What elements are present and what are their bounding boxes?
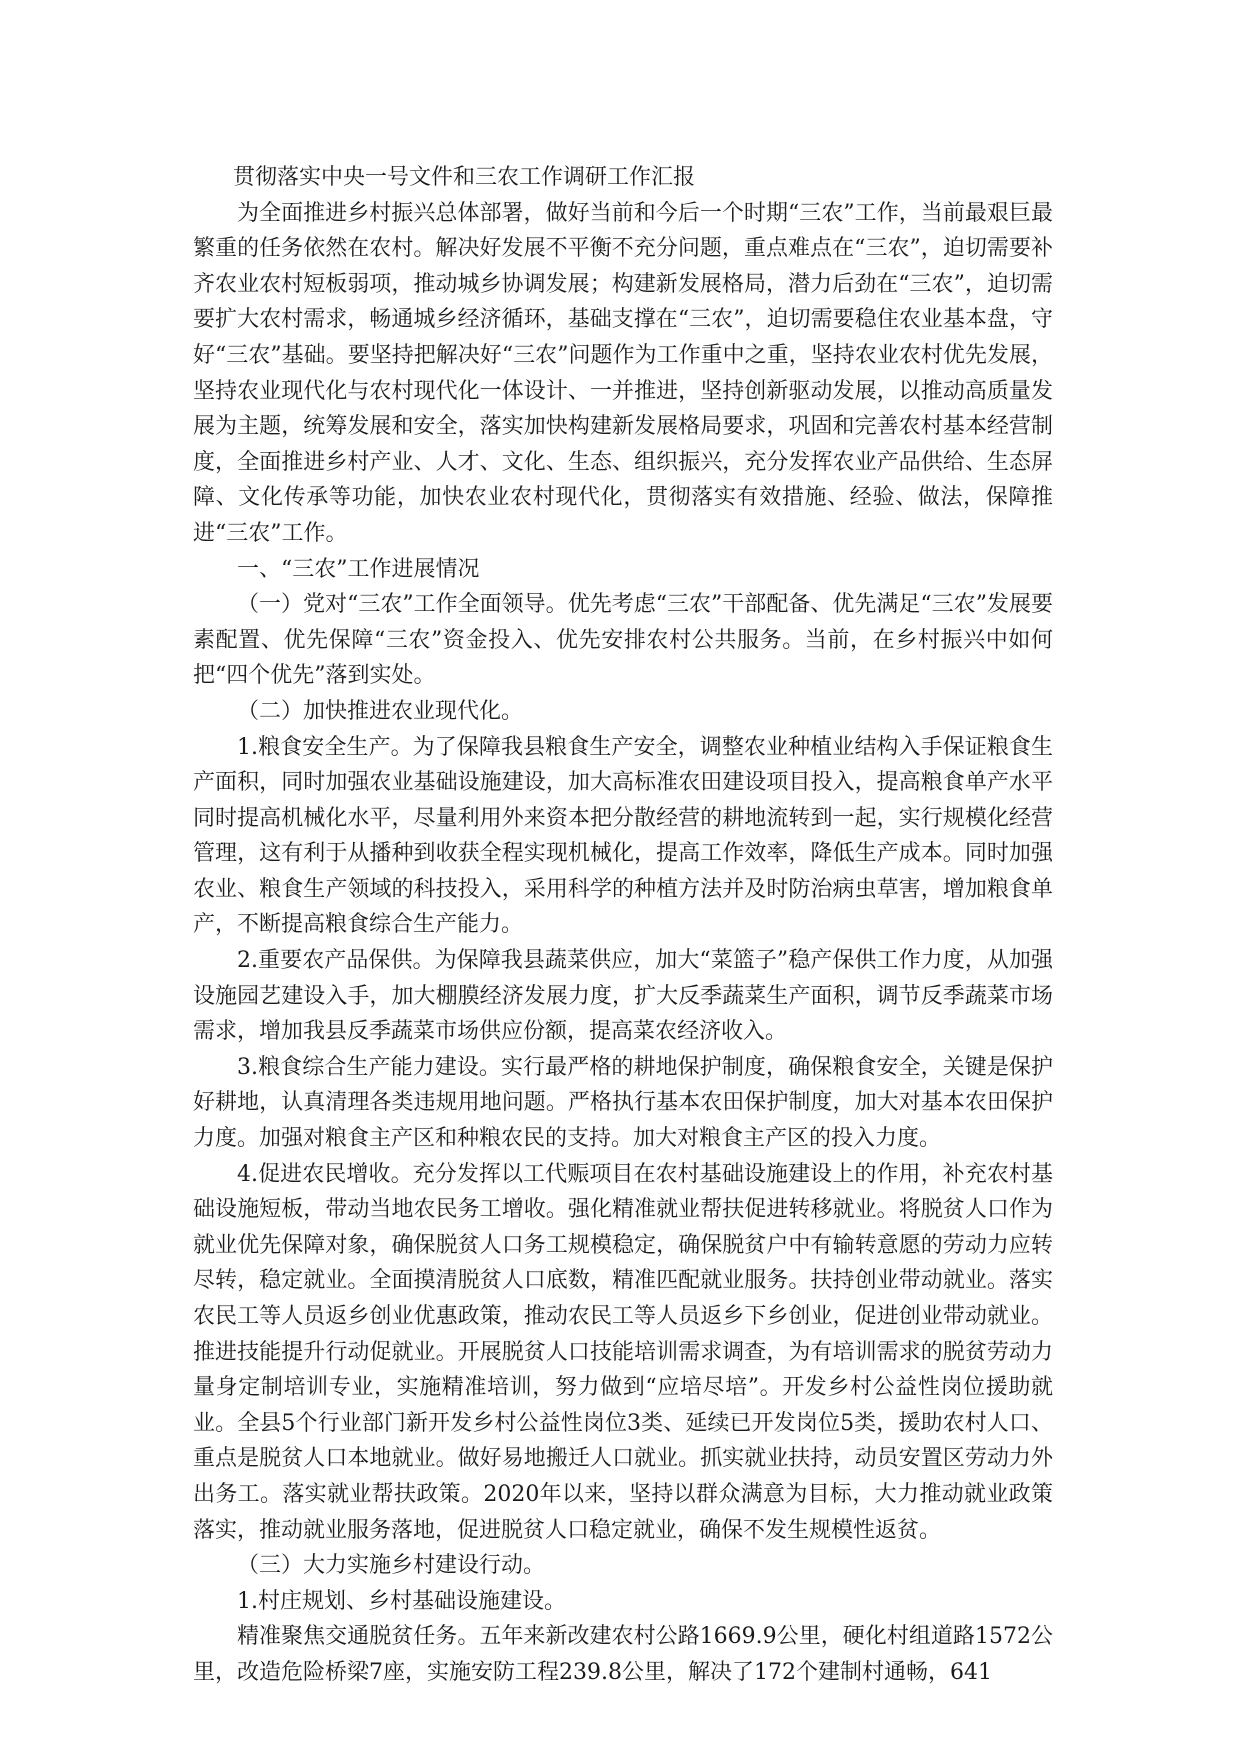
document-body — [193, 160, 1053, 1691]
paragraph-transport: 精准聚焦交通脱贫任务。五年来新改建农村公路1669.9公里，硬化村组道路1572公里，改造危险桥梁7座，实施安防工程239.8公里，解决了172个建制村通畅，641 — [193, 1624, 1053, 1685]
subsection-3-heading: （三）大力实施乡村建设行动。 — [237, 1553, 546, 1579]
subsection-2-heading: （二）加快推进农业现代化。 — [237, 698, 524, 724]
item-farmer-income: 4.促进农民增收。充分发挥以工代赈项目在农村基础设施建设上的作用，补充农村基础设施短板，带动当地农民务工增收。强化精准就业帮扶促进转移就业。将脱贫人口作为就业优先保障对象，确保脱贫人口务工规模稳定，确保脱贫户中有输转意愿的劳动力应转尽转，稳定就业。全面摸清脱贫人口底数，精准匹配就业服务。扶持创业带动就业。落实农民工等人员返乡创业优惠政策，推动农民工等人员返乡下乡创业，促进创业带动就业。推进技能提升行动促就业。开展脱贫人口技能培训需求调查，为有培训需求的脱贫劳动力量身定制培训专业，实施精准培训，努力做到“应培尽培”。开发乡村公益性岗位援助就业。全县5个行业部门新开发乡村公益性岗位3类、延续已开发岗位5类，援助农村人口、重点是脱贫人口本地就业。做好易地搬迁人口就业。抓实就业扶持，动员安置区劳动力外出务工。落实就业帮扶政策。2020年以来，坚持以群众满意为目标，大力推动就业政策落实，推动就业服务落地，促进脱贫人口稳定就业，确保不发生规模性返贫。 — [193, 1161, 1053, 1543]
paragraph-intro: 为全面推进乡村振兴总体部署，做好当前和今后一个时期“三农”工作，当前最艰巨最繁重的任务依然在农村。解决好发展不平衡不充分问题，重点难点在“三农”，迫切需要补齐农业农村短板弱项，推动城乡协调发展；构建新发展格局，潜力后劲在“三农”，迫切需要扩大农村需求，畅通城乡经济循环，基础支撑在“三农”，迫切需要稳住农业基本盘，守好“三农”基础。要坚持把解决好“三农”问题作为工作重中之重，坚持农业农村优先发展，坚持农业现代化与农村现代化一体设计、一并推进，坚持创新驱动发展，以推动高质量发展为主题，统筹发展和安全，落实加快构建新发展格局要求，巩固和完善农村基本经营制度，全面推进乡村产业、人才、文化、生态、组织振兴，充分发挥农业产品供给、生态屏障、文化传承等功能，加快农业农村现代化，贯彻落实有效措施、经验、做法，保障推进“三农”工作。 — [193, 200, 1053, 546]
subsection-1: （一）党对“三农”工作全面领导。优先考虑“三农”干部配备、优先满足“三农”发展要素配置、优先保障“三农”资金投入、优先安排农村公共服务。当前，在乡村振兴中如何把“四个优先”落到实处。 — [193, 592, 1053, 689]
item-grain-capacity: 3.粮食综合生产能力建设。实行最严格的耕地保护制度，确保粮食安全，关键是保护好耕地，认真清理各类违规用地问题。严格执行基本农田保护制度，加大对基本农田保护力度。加强对粮食主产区和种粮农民的支持。加大对粮食主产区的投入力度。 — [193, 1054, 1053, 1152]
item-produce-supply: 2.重要农产品保供。为保障我县蔬菜供应，加大“菜篮子”稳产保供工作力度，从加强设施园艺建设入手，加大棚膜经济发展力度，扩大反季蔬菜生产面积，调节反季蔬菜市场需求，增加我县反季蔬菜市场供应份额，提高菜农经济收入。 — [193, 948, 1053, 1045]
item-grain-security: 1.粮食安全生产。为了保障我县粮食生产安全，调整农业种植业结构入手保证粮食生产面积，同时加强农业基础设施建设，加大高标准农田建设项目投入，提高粮食单产水平同时提高机械化水平，尽量利用外来资本把分散经营的耕地流转到一起，实行规模化经营管理，这有利于从播种到收获全程实现机械化，提高工作效率，降低生产成本。同时加强农业、粮食生产领域的科技投入，采用科学的种植方法并及时防治病虫草害，增加粮食单产，不断提高粮食综合生产能力。 — [193, 734, 1053, 938]
item-village-planning: 1.村庄规划、乡村基础设施建设。 — [237, 1588, 566, 1614]
section-heading-1: 一、“三农”工作进展情况 — [237, 556, 480, 582]
document-title: 贯彻落实中央一号文件和三农工作调研工作汇报 — [233, 165, 696, 190]
